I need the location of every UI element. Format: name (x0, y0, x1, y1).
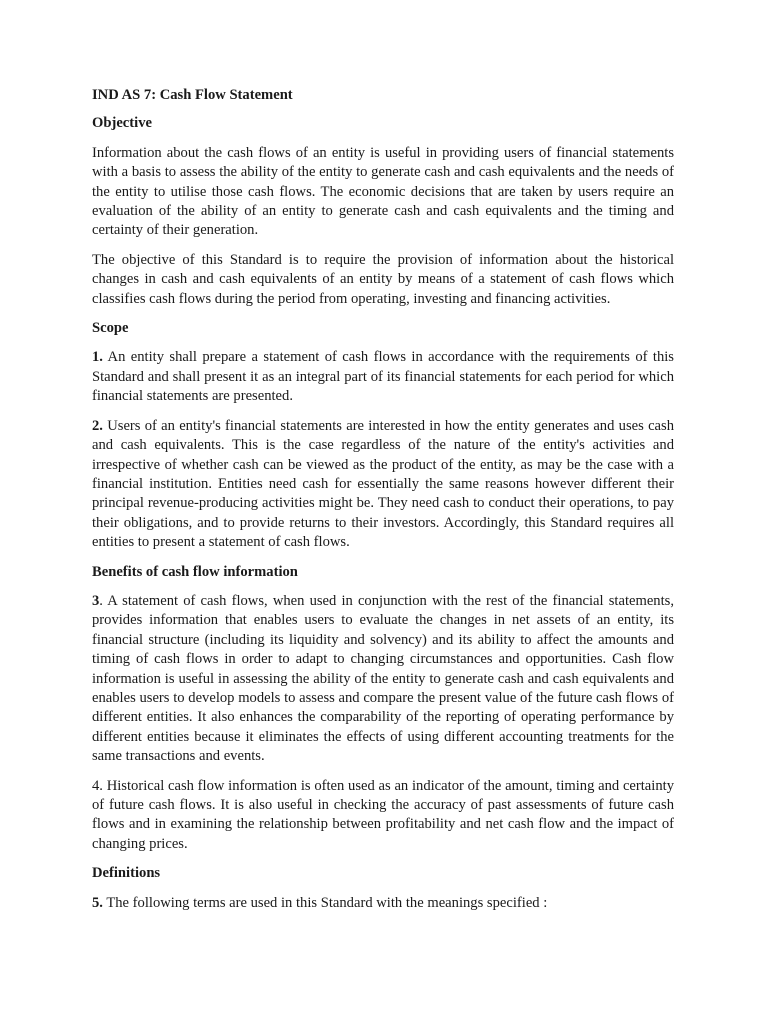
paragraph-text: . A statement of cash flows, when used in conjunction with the rest of the financial statements, provides information that enables users to evaluate the changes in net assets of an entity, its financial structure (including its liquidity and solvency) and its ability to affect the amounts and timing of cash flows in order to adapt to changing circumstances and opportunities. Cash flow information is useful in assessing the ability of the entity to generate cash and cash equivalents and enables users to develop models to assess and compare the present value of the future cash flows of different entities. It also enhances the comparability of the reporting of operating performance by different entities because it eliminates the effects of using different accounting treatments for the same transactions and events. (92, 592, 674, 765)
paragraph-5 (92, 894, 674, 913)
paragraph-number: 4. (92, 777, 103, 794)
paragraph-1 (92, 348, 674, 406)
paragraph-objective-2 (92, 251, 674, 309)
paragraph-4 (92, 777, 674, 855)
paragraph-text: The following terms are used in this Standard with the meanings specified : (102, 894, 548, 911)
section-heading-benefits: Benefits of cash flow information (92, 563, 298, 580)
paragraph-text: Users of an entity's financial statements are interested in how the entity generates and uses cash and cash equivalents. This is the case regardless of the nature of the entity's activities and irrespective of whether cash can be viewed as the product of the entity, as may be the case with a financial institution. Entities need cash for essentially the same reasons however different their principal revenue-producing activities might be. They need cash to conduct their operations, to pay their obligations, and to provide returns to their investors. Accordingly, this Standard requires all entities to present a statement of cash flows. (92, 417, 674, 551)
section-heading-objective: Objective (92, 115, 152, 132)
section-heading-definitions: Definitions (92, 865, 161, 882)
paragraph-text: The objective of this Standard is to require the provision of information about the historical changes in cash and cash equivalents of an entity by means of a statement of cash flows which classifies cash flows during the period from operating, investing and financing activities. (92, 251, 674, 307)
paragraph-number: 3 (92, 592, 100, 609)
paragraph-text: An entity shall prepare a statement of cash flows in accordance with the requirements of this Standard and shall present it as an integral part of its financial statements for each period for which financial statements are presented. (92, 349, 674, 405)
paragraph-objective-1 (92, 144, 674, 241)
paragraph-text: Information about the cash flows of an entity is useful in providing users of financial statements with a basis to assess the ability of the entity to generate cash and cash equivalents and the needs of the entity to utilise those cash flows. The economic decisions that are taken by users require an evaluation of the ability of an entity to generate cash and cash equivalents and the timing and certainty of their generation. (92, 144, 674, 239)
section-heading-scope: Scope (92, 320, 129, 337)
paragraph-number: 1. (92, 349, 103, 366)
paragraph-3 (92, 592, 674, 767)
paragraph-text: Historical cash flow information is often used as an indicator of the amount, timing and certainty of future cash flows. It is also useful in checking the accuracy of past assessments of future cash flows and in examining the relationship between profitability and net cash flow and the impact of changing prices. (92, 777, 674, 852)
document-page (92, 86, 674, 923)
paragraph-number: 5. (92, 894, 103, 911)
paragraph-number: 2. (92, 417, 103, 434)
document-title: IND AS 7: Cash Flow Statement (92, 87, 293, 103)
paragraph-2 (92, 417, 674, 553)
